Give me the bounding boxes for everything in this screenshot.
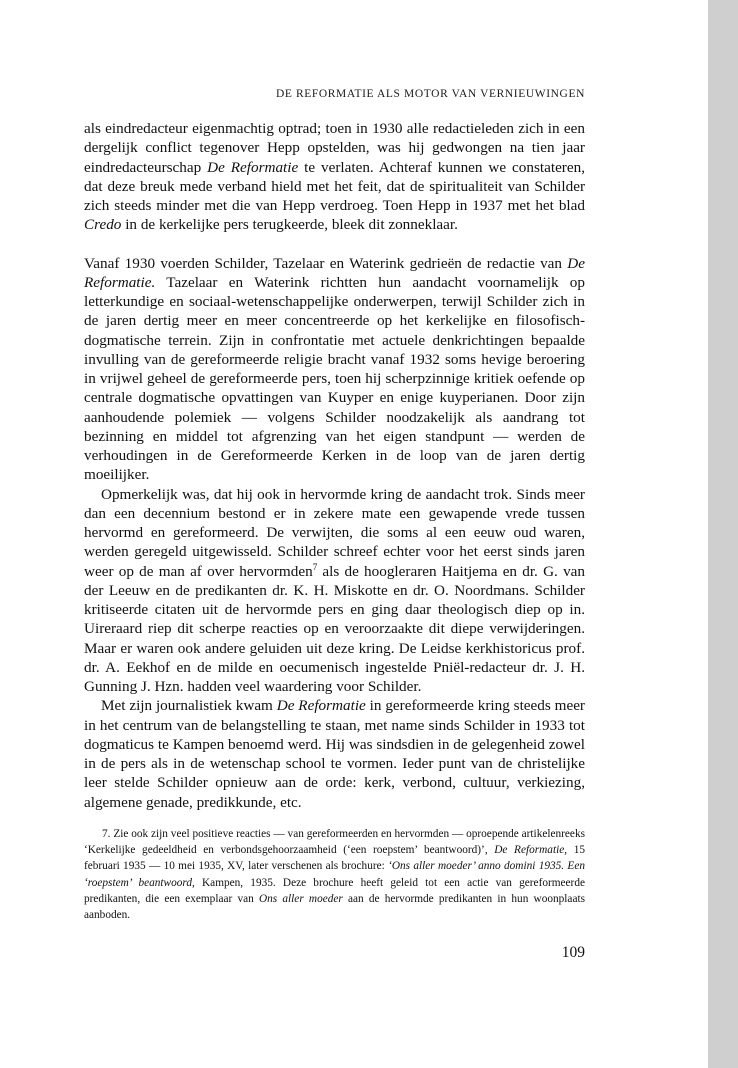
paragraph-text-run: Opmerkelijk was, dat hij ook in hervormde kring de aandacht trok. Sinds meer dan een decennium bestond er in zekere mate een gewapende vrede tussen hervormd en gereformeerd. De verwijten, die soms al een eeuw oud waren, werden geregeld uitgewisseld. Schilder schreef echter voor het eerst sinds jaren weer op de man af over hervormden: [84, 485, 585, 580]
running-head: DE REFORMATIE ALS MOTOR VAN VERNIEUWINGEN: [275, 88, 585, 100]
page-number: 109: [561, 944, 585, 961]
paragraph-italic-run: De Reformatie: [207, 158, 299, 176]
paragraph-text-run: in gereformeerde kring steeds meer in het centrum van de belangstelling te staan, met name sinds Schilder in 1933 tot dogmaticus te Kampen benoemd werd. Hij was sindsdien in de gelegenheid zowel in de pers als in de wetenschap school te vormen. Ieder punt van de christelijke leer stelde Schilder opnieuw aan de orde: kerk, verbond, cultuur, verkiezing, algemene genade, predikkunde, etc.: [84, 697, 585, 811]
paragraph-text-run: Vanaf 1930 voerden Schilder, Tazelaar en Waterink gedrieën de redactie van: [84, 254, 568, 272]
footnote-italic-run: De Reformatie,: [494, 844, 568, 857]
footnote-number: 7.: [102, 828, 111, 840]
scan-margin: [708, 0, 738, 1068]
paragraph-text-run: Tazelaar en Waterink richtten hun aandacht voornamelijk op letterkundige en sociaal-wetenschappelijke onderwerpen, terwijl Schilder zich in de jaren dertig meer en meer concentreerde op het kerkelijke en filosofisch-dogmatische terrein. Zijn in confrontatie met actuele denkrichtingen bepaalde invulling van de gereformeerde religie bracht vanaf 1932 soms hevige beroering in vrijwel geheel de gereformeerde pers, toen hij scherpzinnige kritiek oefende op centrale dogmatische opvattingen van Kuyper en enige kuyperianen. Door zijn aanhoudende polemiek — volgens Schilder noodzakelijk als aandrang tot bezinning en middel tot afgrenzing van het eigen standpunt — werden de verhoudingen in de Gereformeerde Kerken in de loop van de jaren dertig moeilijker.: [84, 273, 585, 484]
footnote-reference: 7: [312, 561, 318, 572]
paragraph-text-run: als de hoogleraren Haitjema en dr. G. van der Leeuw en de predikanten dr. K. H. Miskotte en dr. O. Noordmans. Schilder kritiseerde citaten uit de hervormde pers en ging daar theologisch diep op in. Uireraard riep dit scherpe reacties op en veroorzaakte dit diepe verwijderingen. Maar er waren ook andere geluiden uit deze kring. De Leidse kerkhistoricus prof. dr. A. Eekhof en de milde en oecumenisch ingestelde Pniël-redacteur dr. J. H. Gunning J. Hzn. hadden veel waardering voor Schilder.: [84, 562, 585, 695]
paragraph-4: [84, 696, 585, 812]
footnote-7: [84, 826, 585, 923]
footnote-text-run: Kampen, 1935. Deze brochure heeft geleid tot een actie van gereformeerde predikanten, die een exemplaar van: [84, 876, 585, 905]
paragraph-3: [84, 485, 585, 697]
body-text: [84, 119, 585, 812]
paragraph-2: [84, 254, 585, 485]
paragraph-text-run: in de kerkelijke pers terugkeerde, bleek dit zonneklaar.: [121, 216, 458, 234]
footnote-italic-run: ‘Ons aller moeder’ anno domini 1935. Een ‘roepstem’ beantwoord,: [84, 860, 585, 889]
paragraph-1: [84, 119, 585, 235]
footnote-text-run: aan de hervormde predikanten in hun woonplaats aanboden.: [84, 892, 585, 922]
paragraph-italic-run: De Reformatie.: [84, 254, 585, 291]
footnote-text-run: Zie ook zijn veel positieve reacties — van gereformeerden en hervormden — oproepende artikelenreeks ‘Kerkelijke gedeeldheid en verbondsgehoorzaamheid (‘een roepstem’ beantwoord)’,: [84, 828, 585, 857]
footnote-text: [84, 828, 585, 921]
footnote-text-run: 15 februari 1935 — 10 mei 1935, XV, later verschenen als brochure:: [84, 844, 585, 873]
paragraph-text-run: te verlaten. Achteraf kunnen we constateren, dat deze breuk mede verband hield met het feit, dat de spiritualiteit van Schilder zich steeds minder met die van Hepp verdroeg. Toen Hepp in 1937 met het blad: [84, 158, 585, 214]
paragraph-italic-run: Credo: [84, 216, 122, 234]
paragraph-text-run: als eindredacteur eigenmachtig optrad; toen in 1930 alle redactieleden zich in een dergelijk conflict tegenover Hepp opstelden, was hij gedwongen na tien jaar eindredacteurschap: [84, 120, 585, 176]
paragraph-text-run: Met zijn journalistiek kwam: [101, 697, 277, 715]
footnote-italic-run: Ons aller moeder: [258, 892, 343, 905]
paragraph-italic-run: De Reformatie: [276, 697, 366, 715]
